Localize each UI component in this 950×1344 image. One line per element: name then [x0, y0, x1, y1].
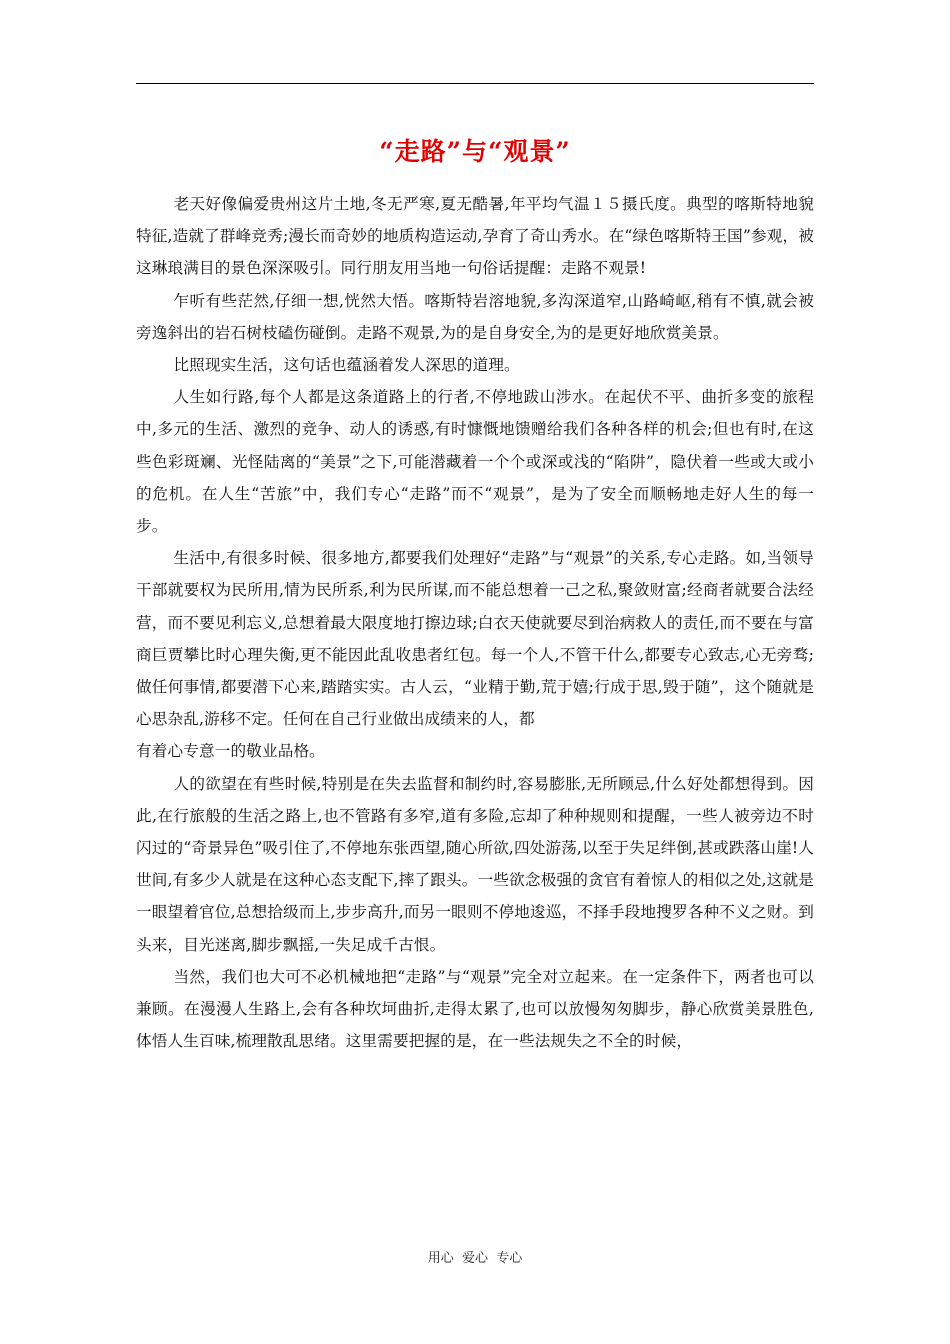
- paragraph-5-continuation: 有着心专意一的敬业品格。: [136, 742, 325, 761]
- paragraph-6: 人的欲望在有些时候,特别是在失去监督和制约时,容易膨胀,无所顾忌,什么好处都想得到。因此,在行旅般的生活之路上,也不管路有多窄,道有多险,忘却了种种规则和提醒，一些人被旁边不时闪过的“奇景异色”吸引住了,不停地东张西望,随心所欲,四处游荡,以至于失足绊倒,甚或跌落山崖!人世间,有多少人就是在这种心态支配下,摔了跟头。一些欲念极强的贪官有着惊人的相似之处,这就是一眼望着官位,总想拾级而上,步步高升,而另一眼则不停地逡巡，不择手段地搜罗各种不义之财。到头来，目光迷离,脚步飘摇,一失足成千古恨。: [136, 774, 814, 954]
- article-body: [136, 188, 814, 1057]
- paragraph-4: 人生如行路,每个人都是这条道路上的行者,不停地跋山涉水。在起伏不平、曲折多变的旅程中,多元的生活、激烈的竞争、动人的诱惑,有时慷慨地馈赠给我们各种各样的机会;但也有时,在这些色彩斑斓、光怪陆离的“美景”之下,可能潜藏着一个个或深或浅的“陷阱”，隐伏着一些或大或小的危机。在人生“苦旅”中，我们专心“走路”而不“观景”，是为了安全而顺畅地走好人生的每一步。: [136, 388, 814, 536]
- header-rule: [136, 83, 814, 84]
- paragraph-1: 老天好像偏爱贵州这片土地,冬无严寒,夏无酷暑,年平均气温１５摄氏度。典型的喀斯特地貌特征,造就了群峰竞秀;漫长而奇妙的地质构造运动,孕育了奇山秀水。在“绿色喀斯特王国”参观，被这琳琅满目的景色深深吸引。同行朋友用当地一句俗话提醒：走路不观景!: [136, 195, 814, 278]
- paragraph-7: 当然，我们也大可不必机械地把“走路”与“观景”完全对立起来。在一定条件下，两者也可以兼顾。在漫漫人生路上,会有各种坎坷曲折,走得太累了,也可以放慢匆匆脚步，静心欣赏美景胜色,体悟人生百味,梳理散乱思绪。这里需要把握的是，在一些法规失之不全的时候，: [136, 967, 814, 1051]
- paragraph-5: 生活中,有很多时候、很多地方,都要我们处理好“走路”与“观景”的关系,专心走路。如,当领导干部就要权为民所用,情为民所系,利为民所谋,而不能总想着一己之私,聚敛财富;经商者就要合法经营，而不要见利忘义,总想着最大限度地打擦边球;白衣天使就要尽到治病救人的责任,而不要在与富商巨贾攀比时心理失衡,更不能因此乱收患者红包。每一个人,不管干什么,都要专心致志,心无旁骛;做任何事情,都要潜下心来,踏踏实实。古人云，“业精于勤,荒于嬉;行成于思,毁于随”，这个随就是心思杂乱,游移不定。任何在自己行业做出成绩来的人，都: [136, 549, 814, 729]
- document-title: “走路”与“观景”: [379, 137, 571, 166]
- paragraph-2: 乍听有些茫然,仔细一想,恍然大悟。喀斯特岩溶地貌,多沟深道窄,山路崎岖,稍有不慎,就会被旁逸斜出的岩石树枝磕伤碰倒。走路不观景,为的是自身安全,为的是更好地欣赏美景。: [136, 291, 814, 342]
- paragraph-3: 比照现实生活，这句话也蕴涵着发人深思的道理。: [173, 356, 520, 375]
- page-footer: 用心 爱心 专心: [427, 1251, 523, 1266]
